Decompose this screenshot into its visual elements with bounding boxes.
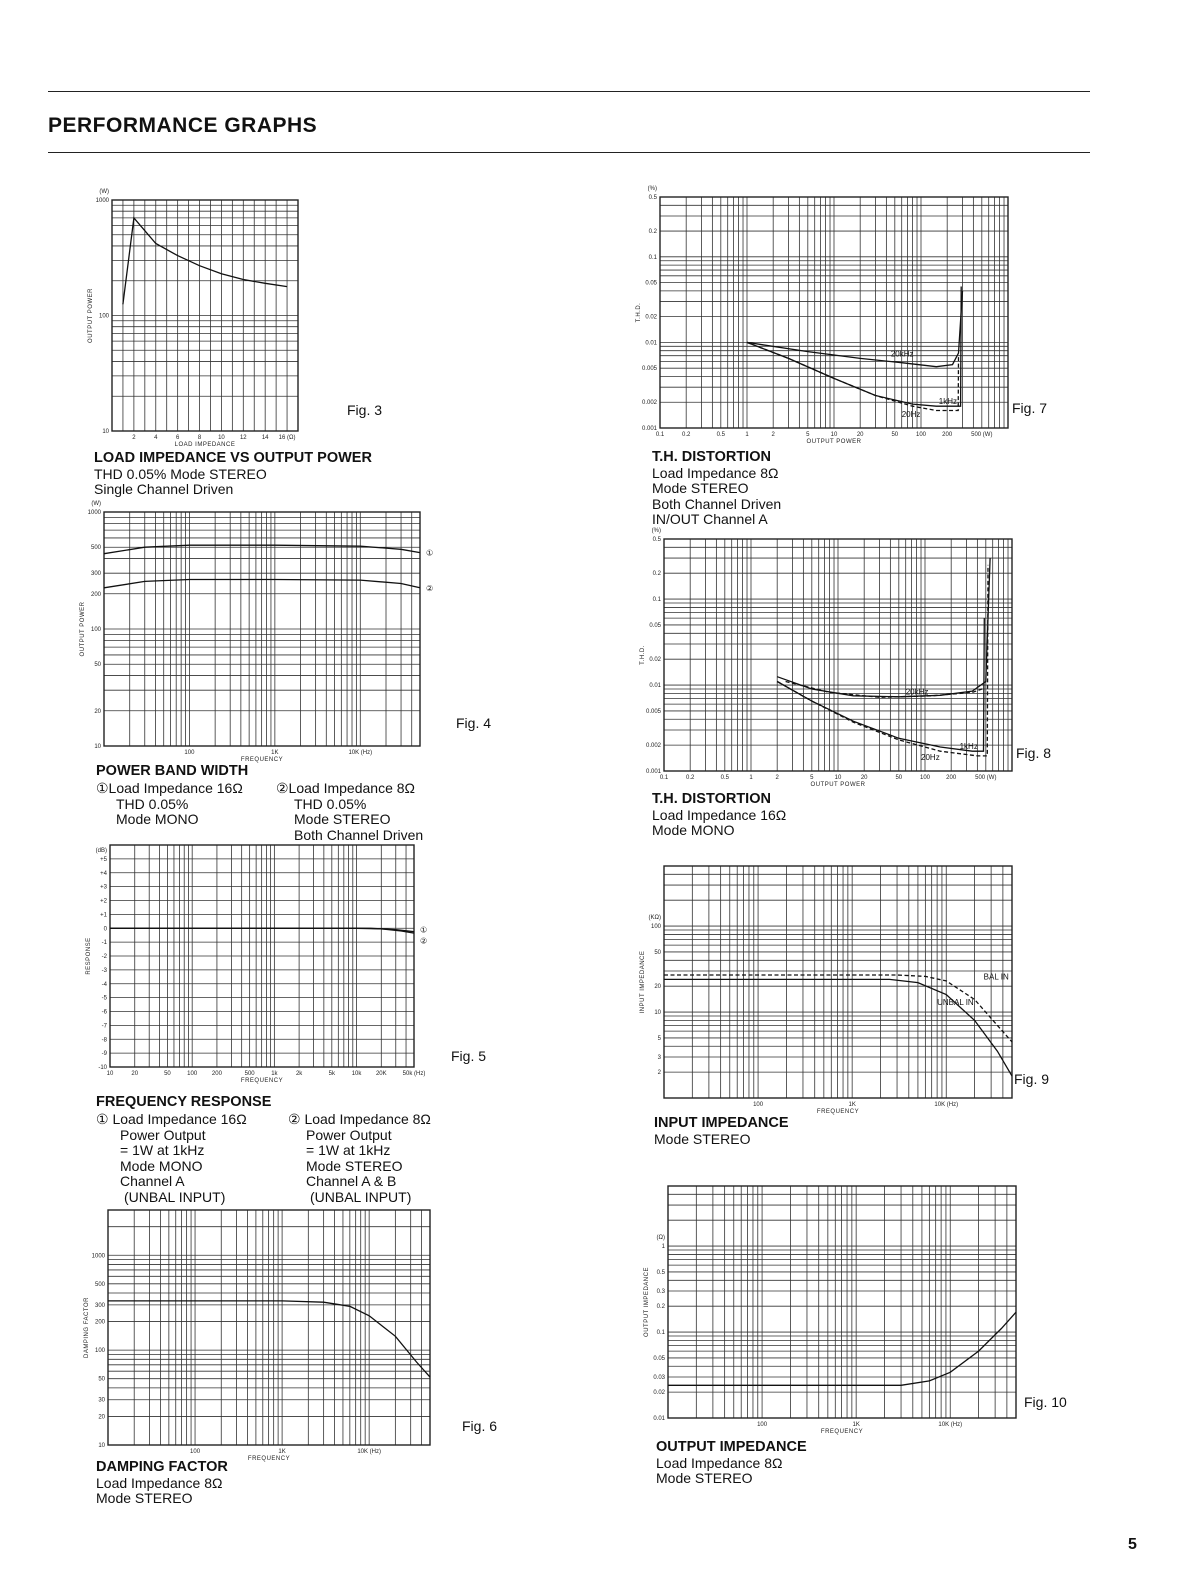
fig5-col2-line: Mode STEREO bbox=[306, 1157, 403, 1174]
fig6-caption-line: Load Impedance 8Ω bbox=[96, 1474, 223, 1491]
x-tick-label: 100 bbox=[757, 1422, 768, 1428]
y-tick-label: 50 bbox=[654, 949, 661, 956]
x-tick-label: 5 bbox=[806, 432, 810, 438]
fig5-col1-line: Power Output bbox=[120, 1126, 206, 1143]
y-tick-label: 0.005 bbox=[641, 366, 657, 373]
x-tick-label: 1 bbox=[745, 432, 749, 438]
fig4-caption-title: POWER BAND WIDTH bbox=[96, 763, 249, 779]
fig8-caption-title: T.H. DISTORTION bbox=[652, 791, 771, 807]
fig9-chart bbox=[630, 866, 1015, 1121]
y-tick-label: 0.5 bbox=[652, 537, 661, 543]
fig9-label: Fig. 9 bbox=[1014, 1071, 1050, 1087]
x-axis-label: OUTPUT POWER bbox=[806, 439, 862, 445]
curve-annotation: UNBAL IN bbox=[937, 998, 974, 1008]
x-axis-label: FREQUENCY bbox=[820, 1429, 864, 1435]
y-tick-label: -2 bbox=[101, 954, 107, 960]
x-tick-label: 100 bbox=[919, 775, 931, 781]
fig7-caption bbox=[652, 450, 781, 528]
y-tick-label: -5 bbox=[101, 995, 107, 1002]
x-tick-label: 1 bbox=[749, 775, 753, 781]
fig3-caption-title: LOAD IMPEDANCE VS OUTPUT POWER bbox=[94, 450, 372, 466]
fig5-col1-line: (UNBAL INPUT) bbox=[124, 1188, 226, 1205]
series-line bbox=[777, 565, 988, 756]
fig4-caption bbox=[96, 764, 456, 844]
series-marker: ① bbox=[420, 925, 428, 935]
y-tick-label: 3 bbox=[657, 1054, 661, 1061]
x-tick-label: 1K bbox=[271, 750, 279, 756]
fig5-chart bbox=[80, 845, 460, 1095]
x-axis-label: FREQUENCY bbox=[240, 757, 284, 763]
x-tick-label: 5k bbox=[328, 1071, 335, 1077]
curve-annotation: 20Hz bbox=[921, 752, 940, 762]
y-tick-label: -6 bbox=[101, 1009, 107, 1016]
fig8-caption bbox=[652, 792, 786, 839]
y-tick-label: 100 bbox=[650, 924, 661, 931]
y-tick-label: 300 bbox=[90, 571, 101, 578]
y-tick-label: 200 bbox=[94, 1319, 105, 1326]
x-tick-label: 500 (W) bbox=[971, 432, 993, 438]
fig5-label: Fig. 5 bbox=[451, 1048, 487, 1064]
x-tick-label: 10 bbox=[830, 432, 838, 438]
x-tick-label: 1K bbox=[278, 1449, 286, 1455]
fig7-caption-title: T.H. DISTORTION bbox=[652, 449, 771, 465]
y-tick-label: 0.005 bbox=[645, 708, 661, 715]
curve-annotation: 1kHz bbox=[959, 742, 978, 752]
y-tick-label: 0.001 bbox=[645, 769, 661, 775]
x-tick-label: 200 bbox=[946, 775, 957, 781]
x-tick-label: 2 bbox=[132, 435, 136, 441]
fig4-label: Fig. 4 bbox=[456, 715, 492, 731]
y-tick-label: -8 bbox=[101, 1037, 107, 1044]
y-unit-label: (KΩ) bbox=[648, 915, 661, 922]
fig10-label: Fig. 10 bbox=[1024, 1394, 1067, 1410]
x-tick-label: 2k bbox=[295, 1071, 303, 1077]
fig5-col2-line: (UNBAL INPUT) bbox=[310, 1188, 412, 1205]
y-tick-label: 100 bbox=[98, 313, 109, 320]
x-tick-label: 200 bbox=[211, 1071, 222, 1077]
fig5-col2-line: Channel A & B bbox=[306, 1173, 397, 1189]
x-tick-label: 10K (Hz) bbox=[357, 1449, 381, 1455]
x-tick-label: 100 bbox=[190, 1449, 201, 1455]
y-axis-label: T.H.D. bbox=[640, 645, 646, 665]
y-tick-label: 0.05 bbox=[649, 622, 661, 629]
y-axis-label: OUTPUT IMPEDANCE bbox=[644, 1267, 650, 1337]
x-tick-label: 10k bbox=[351, 1071, 362, 1077]
y-unit-label: (%) bbox=[651, 528, 661, 534]
fig8-label: Fig. 8 bbox=[1016, 745, 1052, 761]
page-number: 5 bbox=[1128, 1536, 1137, 1553]
fig7-caption-line: Both Channel Driven bbox=[652, 495, 782, 512]
series-line bbox=[664, 975, 1012, 1042]
y-tick-label: 500 bbox=[90, 545, 101, 552]
fig6-grid bbox=[108, 1210, 430, 1445]
curve-annotation: 20kHz bbox=[890, 349, 914, 359]
y-tick-label: 100 bbox=[94, 1348, 105, 1355]
x-tick-label: 100 bbox=[753, 1102, 764, 1108]
fig3-svg bbox=[80, 189, 340, 450]
x-tick-label: 0.2 bbox=[686, 775, 695, 781]
y-tick-label: 0.01 bbox=[649, 683, 661, 690]
y-tick-label: -3 bbox=[101, 967, 107, 974]
fig8-grid bbox=[664, 539, 1012, 771]
y-tick-label: 1000 bbox=[95, 198, 109, 204]
fig3-grid bbox=[112, 200, 298, 431]
fig6-svg bbox=[80, 1210, 460, 1465]
fig6-caption bbox=[96, 1460, 228, 1507]
fig3-label: Fig. 3 bbox=[347, 402, 383, 418]
x-tick-label: 50 bbox=[895, 775, 903, 781]
fig6-chart bbox=[80, 1210, 460, 1465]
y-tick-label: 20 bbox=[654, 984, 661, 991]
y-tick-label: 1000 bbox=[91, 1253, 105, 1260]
fig3-caption-line: THD 0.05% Mode STEREO bbox=[94, 465, 267, 482]
x-tick-label: 4 bbox=[154, 435, 158, 441]
y-tick-label: +2 bbox=[100, 898, 107, 905]
y-tick-label: 0.001 bbox=[641, 426, 657, 432]
y-tick-label: 0.5 bbox=[656, 1269, 665, 1276]
y-axis-label: OUTPUT POWER bbox=[88, 288, 94, 343]
curve-annotation: BAL IN bbox=[983, 972, 1009, 982]
fig6-caption-line: Mode STEREO bbox=[96, 1490, 193, 1506]
y-tick-label: 10 bbox=[94, 744, 101, 750]
x-tick-label: 500 (W) bbox=[975, 775, 997, 781]
y-tick-label: 0.02 bbox=[645, 314, 657, 321]
x-tick-label: 10 bbox=[834, 775, 842, 781]
y-tick-label: 50 bbox=[94, 662, 101, 669]
y-axis-label: OUTPUT POWER bbox=[80, 601, 86, 657]
x-tick-label: 20K bbox=[375, 1071, 387, 1077]
y-tick-label: 2 bbox=[657, 1070, 661, 1077]
fig10-svg bbox=[630, 1186, 1020, 1436]
x-tick-label: 10 bbox=[218, 435, 225, 441]
y-tick-label: 1 bbox=[661, 1244, 665, 1251]
y-axis-label: DAMPING FACTOR bbox=[84, 1297, 90, 1358]
series-marker: ② bbox=[420, 936, 428, 946]
y-unit-label: (%) bbox=[647, 186, 657, 192]
fig5-col1-line: ① Load Impedance 16Ω bbox=[96, 1111, 247, 1127]
y-unit-label: (Ω) bbox=[656, 1235, 665, 1242]
x-tick-label: 0.2 bbox=[682, 432, 691, 438]
fig5-caption bbox=[96, 1095, 456, 1205]
y-tick-label: 10 bbox=[102, 429, 109, 435]
x-tick-label: 20 bbox=[860, 775, 868, 781]
fig10-chart bbox=[630, 1186, 1020, 1436]
fig10-caption bbox=[656, 1440, 807, 1487]
fig5-caption-title: FREQUENCY RESPONSE bbox=[96, 1094, 272, 1110]
series-line bbox=[668, 1312, 1016, 1385]
y-tick-label: -1 bbox=[101, 940, 107, 947]
fig9-caption-line: Mode STEREO bbox=[654, 1130, 751, 1147]
y-tick-label: 0.3 bbox=[656, 1289, 665, 1296]
y-tick-label: 0.1 bbox=[652, 597, 661, 604]
x-axis-label: FREQUENCY bbox=[816, 1109, 860, 1115]
fig5-col1-line: = 1W at 1kHz bbox=[120, 1142, 205, 1158]
y-tick-label: 10 bbox=[654, 1010, 661, 1017]
fig6-caption-title: DAMPING FACTOR bbox=[96, 1459, 228, 1475]
y-tick-label: 10 bbox=[98, 1443, 105, 1449]
x-tick-label: 5 bbox=[810, 775, 814, 781]
fig8-caption-line: Load Impedance 16Ω bbox=[652, 806, 787, 823]
fig4-col1-line: ①Load Impedance 16Ω bbox=[96, 780, 243, 796]
y-tick-label: 500 bbox=[94, 1281, 105, 1288]
y-tick-label: 0.2 bbox=[648, 229, 657, 236]
fig10-caption-title: OUTPUT IMPEDANCE bbox=[656, 1439, 807, 1455]
x-tick-label: 6 bbox=[175, 435, 180, 441]
x-tick-label: 10K (Hz) bbox=[934, 1102, 959, 1108]
y-tick-label: -9 bbox=[101, 1051, 107, 1058]
series-line bbox=[777, 558, 990, 697]
fig3-caption-line: Single Channel Driven bbox=[94, 481, 234, 497]
y-tick-label: 0.05 bbox=[645, 280, 657, 287]
fig9-frame bbox=[664, 866, 1012, 1098]
fig5-grid bbox=[110, 845, 414, 1067]
y-unit-label: (W) bbox=[99, 189, 109, 195]
x-tick-label: 0.5 bbox=[720, 775, 729, 781]
fig4-col2-line: Both Channel Driven bbox=[294, 826, 424, 843]
fig7-caption-line: IN/OUT Channel A bbox=[652, 511, 768, 527]
x-tick-label: 20 bbox=[856, 432, 864, 438]
y-tick-label: 0.05 bbox=[653, 1355, 665, 1362]
y-tick-label: 0.02 bbox=[653, 1390, 665, 1397]
y-tick-label: +1 bbox=[100, 912, 107, 919]
fig9-caption-title: INPUT IMPEDANCE bbox=[654, 1115, 789, 1131]
y-tick-label: 0.03 bbox=[653, 1374, 665, 1381]
y-tick-label: 30 bbox=[98, 1397, 105, 1404]
x-tick-label: 12 bbox=[239, 435, 247, 441]
y-tick-label: 0 bbox=[103, 926, 107, 933]
y-tick-label: 0.5 bbox=[648, 195, 657, 201]
y-tick-label: 1000 bbox=[87, 510, 101, 516]
x-tick-label: 100 bbox=[187, 1071, 198, 1077]
x-tick-label: 20 bbox=[131, 1071, 139, 1077]
x-tick-label: 100 bbox=[184, 750, 195, 756]
x-tick-label: 1K bbox=[852, 1422, 860, 1428]
fig8-svg bbox=[630, 528, 1015, 792]
fig4-col1-line: Mode MONO bbox=[116, 811, 199, 827]
x-tick-label: 10K (Hz) bbox=[938, 1422, 963, 1428]
x-tick-label: 0.1 bbox=[659, 775, 669, 781]
series-marker: ② bbox=[426, 583, 434, 593]
x-axis-label: FREQUENCY bbox=[240, 1078, 284, 1084]
x-axis-label: FREQUENCY bbox=[247, 1456, 291, 1462]
fig4-col2-line: ②Load Impedance 8Ω bbox=[276, 780, 415, 796]
fig8-chart bbox=[630, 528, 1015, 792]
fig4-col1-line: THD 0.05% bbox=[116, 795, 189, 812]
fig4-col2-line: Mode STEREO bbox=[294, 811, 391, 827]
y-axis-label: T.H.D. bbox=[636, 302, 642, 323]
y-tick-label: 0.01 bbox=[653, 1416, 665, 1422]
y-tick-label: +3 bbox=[100, 884, 107, 891]
fig5-col2-line: = 1W at 1kHz bbox=[306, 1142, 391, 1158]
y-tick-label: 100 bbox=[90, 627, 101, 633]
x-tick-label: 50 bbox=[164, 1071, 171, 1077]
curve-annotation: 1kHz bbox=[938, 397, 957, 407]
series-line bbox=[123, 218, 287, 304]
fig7-caption-line: Mode STEREO bbox=[652, 480, 749, 496]
curve-annotation: 20Hz bbox=[901, 409, 921, 419]
fig8-caption-line: Mode MONO bbox=[652, 822, 735, 838]
y-tick-label: 0.2 bbox=[656, 1304, 665, 1311]
y-tick-label: 0.002 bbox=[641, 400, 657, 407]
y-tick-label: 20 bbox=[94, 708, 101, 715]
y-axis-label: INPUT IMPEDANCE bbox=[640, 950, 646, 1014]
fig5-col1-line: Channel A bbox=[120, 1173, 185, 1189]
y-tick-label: -10 bbox=[98, 1065, 107, 1071]
y-tick-label: -7 bbox=[101, 1023, 107, 1030]
fig7-caption-line: Load Impedance 8Ω bbox=[652, 464, 779, 481]
fig9-caption bbox=[654, 1116, 789, 1147]
fig7-svg bbox=[630, 186, 1010, 450]
y-tick-label: 5 bbox=[657, 1035, 661, 1042]
x-tick-label: 16 (Ω) bbox=[278, 435, 296, 441]
bottom-rule bbox=[48, 152, 1090, 153]
fig10-caption-line: Load Impedance 8Ω bbox=[656, 1454, 783, 1471]
fig9-svg bbox=[630, 866, 1015, 1121]
x-tick-label: 50k (Hz) bbox=[402, 1071, 426, 1077]
fig3-chart bbox=[80, 189, 340, 450]
y-tick-label: 20 bbox=[98, 1414, 105, 1421]
y-tick-label: 0.02 bbox=[649, 657, 661, 664]
fig10-grid bbox=[668, 1186, 1016, 1418]
x-tick-label: 1k bbox=[271, 1071, 278, 1077]
x-tick-label: 2 bbox=[771, 432, 775, 438]
fig10-caption-line: Mode STEREO bbox=[656, 1470, 753, 1486]
fig7-label: Fig. 7 bbox=[1012, 400, 1048, 416]
x-tick-label: 200 bbox=[942, 432, 953, 438]
y-tick-label: 0.002 bbox=[645, 743, 661, 750]
y-tick-label: 0.01 bbox=[645, 340, 657, 347]
x-tick-label: 0.1 bbox=[655, 432, 665, 438]
x-tick-label: 10 bbox=[106, 1071, 114, 1077]
x-tick-label: 10K (Hz) bbox=[348, 750, 373, 756]
y-unit-label: (dB) bbox=[95, 847, 107, 854]
fig9-grid bbox=[664, 866, 1012, 1098]
y-tick-label: -4 bbox=[101, 981, 107, 988]
fig7-grid bbox=[660, 197, 1008, 428]
x-axis-label: LOAD IMPEDANCE bbox=[174, 442, 236, 448]
y-tick-label: 0.1 bbox=[656, 1330, 665, 1337]
y-tick-label: 200 bbox=[90, 591, 101, 598]
series-line bbox=[664, 979, 1012, 1076]
x-tick-label: 2 bbox=[775, 775, 779, 781]
x-tick-label: 50 bbox=[891, 432, 899, 438]
fig4-chart bbox=[80, 501, 460, 767]
y-axis-label: RESPONSE bbox=[86, 937, 92, 975]
x-tick-label: 500 bbox=[244, 1071, 255, 1077]
x-tick-label: 100 bbox=[915, 432, 927, 438]
y-tick-label: 50 bbox=[98, 1376, 105, 1383]
x-axis-label: OUTPUT POWER bbox=[810, 782, 866, 788]
fig7-chart bbox=[630, 186, 1010, 450]
x-tick-label: 0.5 bbox=[716, 432, 725, 438]
top-rule bbox=[48, 91, 1090, 92]
y-tick-label: +4 bbox=[100, 870, 107, 877]
y-unit-label: (W) bbox=[91, 501, 101, 507]
curve-annotation: 20kHz bbox=[905, 687, 929, 697]
fig4-svg bbox=[80, 501, 460, 767]
y-tick-label: 0.2 bbox=[652, 571, 661, 578]
fig10-frame bbox=[668, 1186, 1016, 1418]
page-title: PERFORMANCE GRAPHS bbox=[48, 114, 318, 137]
x-tick-label: 1K bbox=[848, 1102, 856, 1108]
y-tick-label: +5 bbox=[100, 856, 107, 863]
y-tick-label: 0.1 bbox=[648, 254, 657, 261]
y-tick-label: 300 bbox=[94, 1302, 105, 1309]
fig3-caption bbox=[94, 451, 372, 498]
fig5-col1-line: Mode MONO bbox=[120, 1157, 203, 1174]
fig5-col2-line: ② Load Impedance 8Ω bbox=[288, 1111, 431, 1127]
fig4-col2-line: THD 0.05% bbox=[294, 795, 367, 812]
x-tick-label: 8 bbox=[197, 435, 202, 441]
fig5-col2-line: Power Output bbox=[306, 1126, 392, 1143]
x-tick-label: 14 bbox=[261, 435, 269, 441]
fig5-svg bbox=[80, 845, 460, 1095]
fig6-label: Fig. 6 bbox=[462, 1418, 498, 1434]
series-marker: ① bbox=[426, 548, 434, 558]
